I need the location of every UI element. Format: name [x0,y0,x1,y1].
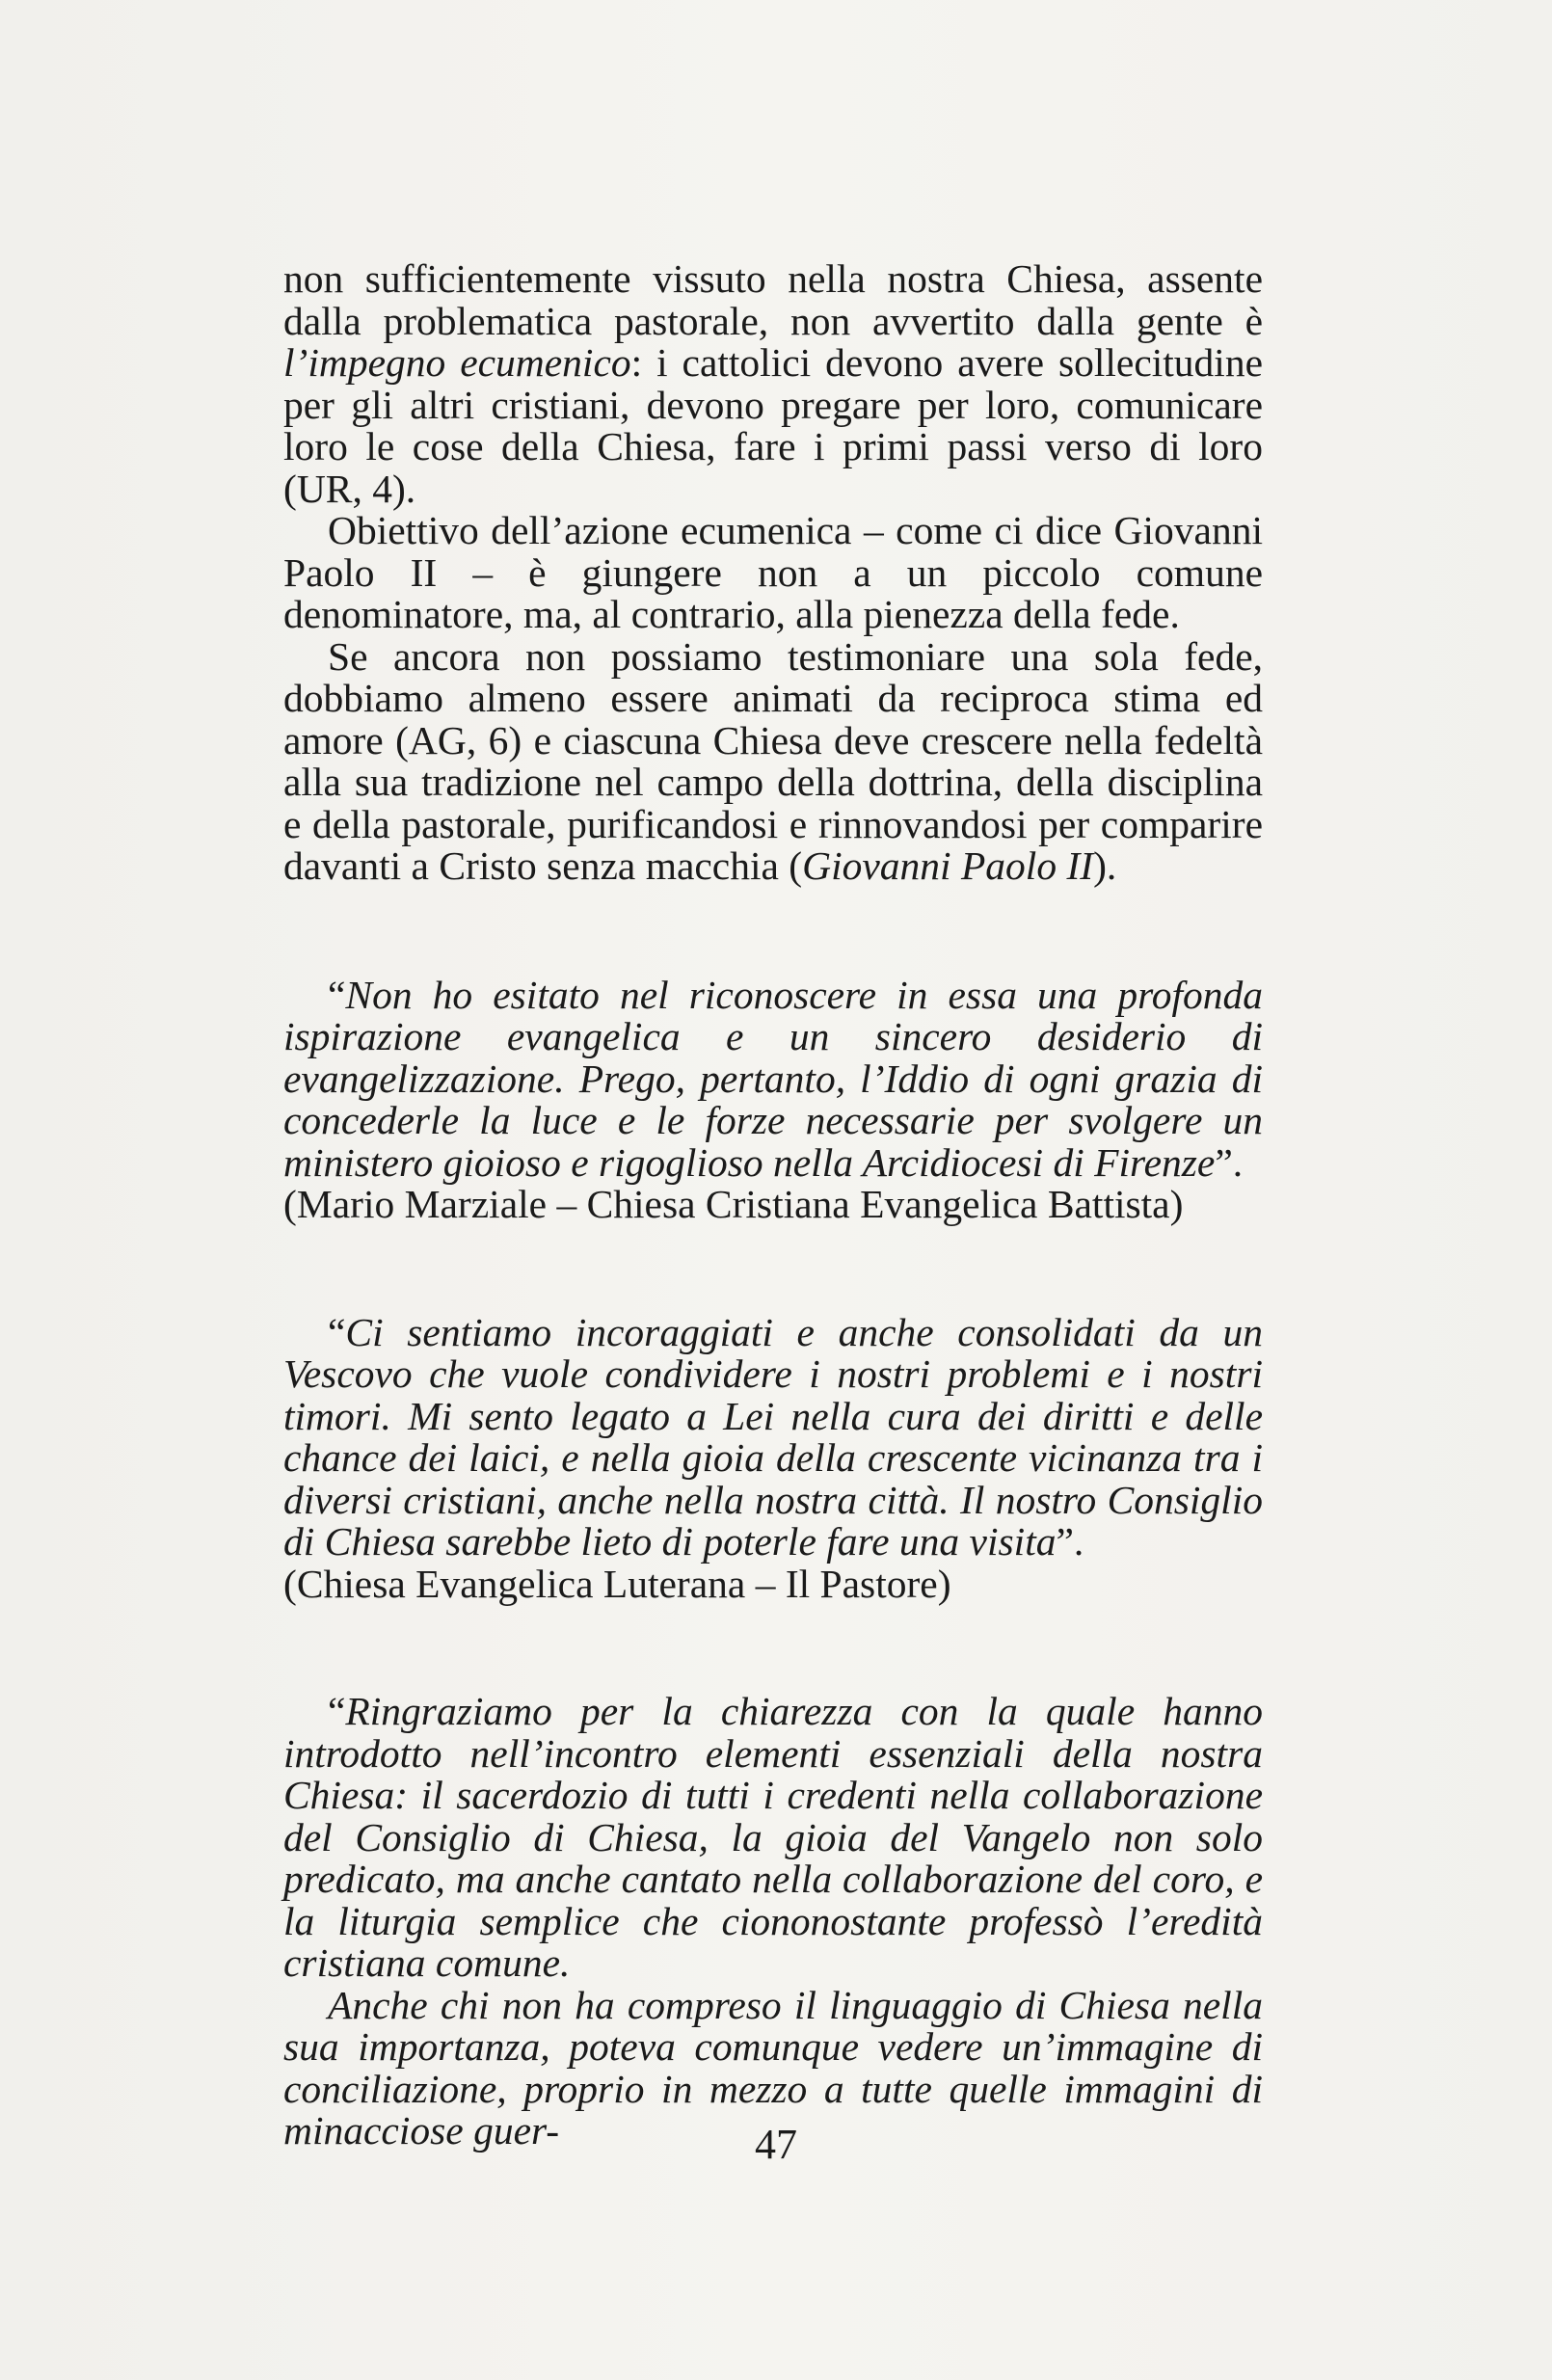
quote-3-continuation: Anche chi non ha compreso il linguaggio di Chiesa nella sua importanza, poteva comunque vedere un’immagine di conciliazione, proprio in mezzo a tutte quelle immagini di minacciose guer- [283,1982,1263,2153]
paragraph-1-emphasis: l’impegno ecumenico [283,340,631,385]
paragraph-3-emphasis: Giovanni Paolo II [802,843,1094,888]
page-text [283,258,1263,2153]
paragraph-3-text: Se ancora non possiamo testimoniare una sola fede, dobbiamo almeno essere animati da reciproca stima ed amore (AG, 6) e ciascuna Chiesa deve crescere nella fedeltà alla sua tradizione nel campo della dottrina, della disciplina e della pastorale, purificandosi e rinnovandosi per comparire davanti a Cristo senza macchia ( [283,633,1263,888]
page-number: 47 [755,2121,797,2168]
quote-3-open-mark: “ [328,1689,346,1733]
quote-2-body: Ci sentiamo incoraggiati e anche consolidati da un Vescovo che vuole condividere i nostri problemi e i nostri timori. Mi sento legato a Lei nella cura dei diritti e delle chance dei laici, e nella gioia della crescente vicinanza tra i diversi cristiani, anche nella nostra città. Il nostro Consiglio di Chiesa sarebbe lieto di poterle fare una visita [283,1309,1263,1564]
paragraph-2: Obiettivo dell’azione ecumenica – come ci dice Giovanni Paolo II – è giungere non a un piccolo comune denominatore, ma, al contrario, alla pienezza della fede. [283,508,1263,636]
paragraph-3-text-end: ). [1093,843,1117,888]
paragraph-1 [283,258,1263,510]
section-gap [283,1605,1263,1691]
paragraph-1-text: non sufficientemente vissuto nella nostra Chiesa, assente dalla problematica pastorale, non avvertito dalla gente è [283,256,1263,343]
quote-1-attribution: (Mario Marziale – Chiesa Cristiana Evangelica Battista) [283,1182,1184,1226]
paragraph-1-text-end: : i cattolici devono avere sollecitudine per gli altri cristiani, devono pregare per loro, comunicare loro le cose della Chiesa, fare i primi passi verso di loro (UR, 4). [283,340,1263,511]
quote-2-attribution: (Chiesa Evangelica Luterana – Il Pastore) [283,1561,951,1606]
quote-3-body: Ringraziamo per la chiarezza con la quale hanno introdotto nell’incontro elementi essenziali della nostra Chiesa: il sacerdozio di tutti i credenti nella collaborazione del Consiglio di Chiesa, la gioia del Vangelo non solo predicato, ma anche cantato nella collaborazione del coro, e la liturgia semplice che ciononostante professò l’eredità cristiana comune. [283,1689,1263,1985]
quote-1-close-mark: ”. [1215,1139,1244,1185]
quote-1-body: Non ho esitato nel riconoscere in essa una profonda ispirazione evangelica e un sincero desiderio di evangelizzazione. Prego, pertanto, l’Iddio di ogni grazia di concederle la luce e le forze necessarie per svolgere un ministero gioioso e rigoglioso nella Arcidiocesi di Firenze [283,972,1263,1185]
quote-1-open-mark: “ [328,972,346,1017]
section-gap [283,1226,1263,1312]
quote-2-close-mark: ”. [1056,1519,1084,1564]
quote-2-open-mark: “ [328,1309,346,1354]
quote-3-text [283,1691,1263,1985]
paragraph-3 [283,633,1263,888]
quote-block-2 [283,1309,1263,1606]
quote-block-3 [283,1691,1263,2153]
quote-2-text [283,1309,1263,1564]
section-gap [283,888,1263,975]
quote-1-text [283,972,1263,1185]
quote-block-1 [283,972,1263,1226]
